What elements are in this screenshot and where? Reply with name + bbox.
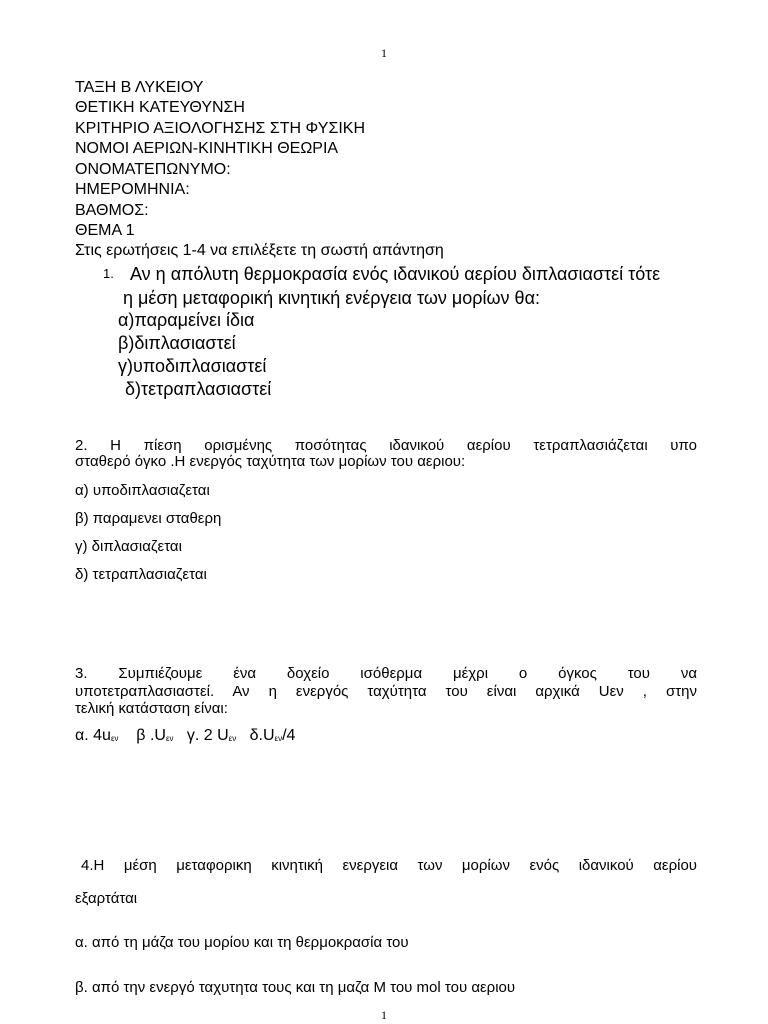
q3-answer-a: α. $4u_{\varepsilon\nu}$ — [75, 727, 119, 744]
header-date-field: ΗΜΕΡΟΜΗΝΙΑ: — [75, 181, 190, 198]
q1-option-a: α)παραμείνει ίδια — [118, 310, 255, 330]
instructions: Στις ερωτήσεις 1-4 να επιλέξετε τη σωστή απάντηση — [75, 242, 444, 259]
q3-line2: υποτετραπλασιαστεί. Αν η ενεργός ταχύτητα του είναι αρχικά Uεν , στην — [75, 683, 697, 700]
q4-line2: εξαρτάται — [75, 890, 138, 907]
q3-answers — [75, 728, 295, 747]
q1-line1: Αν η απόλυτη θερμοκρασία ενός ιδανικού αερίου διπλασιαστεί τότε — [130, 264, 661, 284]
header-direction: ΘΕΤΙΚΗ ΚΑΤΕΥΘΥΝΣΗ — [75, 99, 245, 116]
q2-option-d: δ) τετραπλασιαζεται — [75, 566, 207, 583]
q3-answer-d: $\delta.U_{\varepsilon\nu}/4$ — [249, 727, 296, 744]
q1-option-d: δ)τετραπλασιαστεί — [125, 379, 272, 399]
q3-line3: τελική κατάσταση είναι: — [75, 700, 228, 717]
header-theme: ΘΕΜΑ 1 — [75, 222, 135, 239]
header-name-field: ΟΝΟΜΑΤΕΠΩΝΥΜΟ: — [75, 161, 231, 178]
q4-option-b: β. από την ενεργό ταχυτητα τους και τη μαζα M του mol του αεριου — [75, 979, 516, 996]
q3-answer-c: γ. 2 $U_{\varepsilon\nu}$ — [186, 727, 237, 744]
q2-line1: 2. Η πίεση ορισμένης ποσότητας ιδανικού αερίου τετραπλασιάζεται υπο — [75, 437, 697, 454]
header-class: ΤΑΞΗ Β ΛΥΚΕΙΟΥ — [75, 79, 204, 96]
q2-line2: σταθερό όγκο .Η ενεργός ταχύτητα των μορίων του αεριου: — [75, 453, 466, 470]
header-grade-field: ΒΑΘΜΟΣ: — [75, 202, 149, 219]
q2-option-c: γ) διπλασιαζεται — [75, 538, 182, 555]
page-number-top: 1 — [381, 46, 387, 60]
q3-answer-b: β $.U_{\varepsilon\nu}$ — [136, 727, 174, 744]
header-topic: ΝΟΜΟΙ ΑΕΡΙΩΝ-ΚΙΝΗΤΙΚΗ ΘΕΩΡΙΑ — [75, 140, 339, 157]
q2-option-a: α) υποδιπλασιαζεται — [75, 482, 210, 499]
header-test-title: ΚΡΙΤΗΡΙΟ ΑΞΙΟΛΟΓΗΣΗΣ ΣΤΗ ΦΥΣΙΚΗ — [75, 120, 366, 137]
q2-option-b: β) παραμενει σταθερη — [75, 510, 222, 527]
q3-line1: 3. Συμπιέζουμε ένα δοχείο ισόθερμα μέχρι ο όγκος του να — [75, 665, 697, 682]
q1-option-c: γ)υποδιπλασιαστεί — [118, 356, 267, 376]
q1-option-b: β)διπλασιαστεί — [118, 333, 236, 353]
q1-number: 1. — [103, 266, 114, 281]
page-number-bottom: 1 — [381, 1008, 387, 1022]
q4-line1: 4.Η μέση μεταφορικη κινητική ενεργεια των μορίων ενός ιδανικού αερίου — [81, 857, 697, 874]
q4-option-a: α. από τη μάζα του μορίου και τη θερμοκρασία του — [75, 934, 409, 951]
q1-line2: η μέση μεταφορική κινητική ενέργεια των μορίων θα: — [123, 288, 540, 308]
